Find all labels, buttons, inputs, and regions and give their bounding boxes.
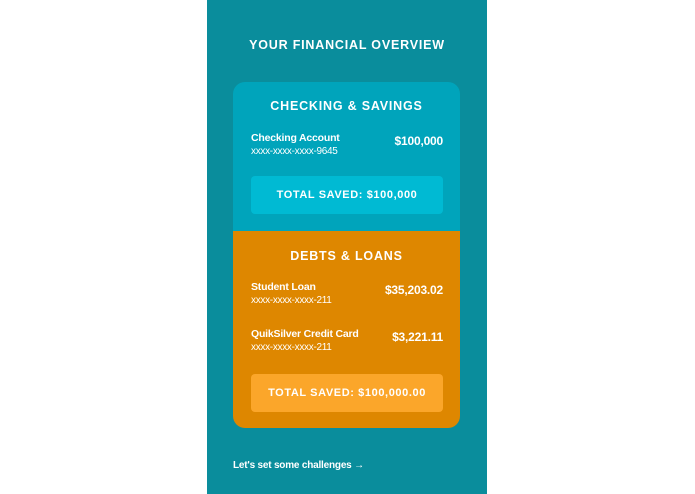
account-name: QuikSilver Credit Card bbox=[251, 328, 359, 340]
account-amount: $100,000 bbox=[394, 134, 443, 148]
account-number: xxxx-xxxx-xxxx-9645 bbox=[251, 146, 338, 157]
debts-total-button[interactable]: TOTAL SAVED: $100,000.00 bbox=[251, 374, 443, 412]
account-number: xxxx-xxxx-xxxx-211 bbox=[251, 295, 332, 306]
financial-overview-panel bbox=[207, 0, 487, 494]
checking-total-button[interactable]: TOTAL SAVED: $100,000 bbox=[251, 176, 443, 214]
account-amount: $3,221.11 bbox=[392, 330, 443, 344]
account-amount: $35,203.02 bbox=[384, 283, 443, 297]
checking-savings-section bbox=[233, 82, 460, 231]
set-challenges-link[interactable]: Let's set some challenges → bbox=[233, 460, 364, 471]
account-row-student-loan[interactable] bbox=[251, 281, 443, 306]
debts-section-title: DEBTS & LOANS bbox=[290, 249, 403, 263]
account-name: Checking Account bbox=[251, 132, 340, 144]
overview-card bbox=[233, 82, 460, 428]
debts-loans-section bbox=[233, 231, 460, 428]
account-name: Student Loan bbox=[251, 281, 316, 293]
checking-section-title: CHECKING & SAVINGS bbox=[270, 99, 423, 113]
account-number: xxxx-xxxx-xxxx-211 bbox=[251, 342, 332, 353]
page-title: YOUR FINANCIAL OVERVIEW bbox=[249, 38, 445, 52]
account-row-credit-card[interactable] bbox=[251, 328, 443, 353]
account-row-checking[interactable] bbox=[251, 132, 443, 157]
